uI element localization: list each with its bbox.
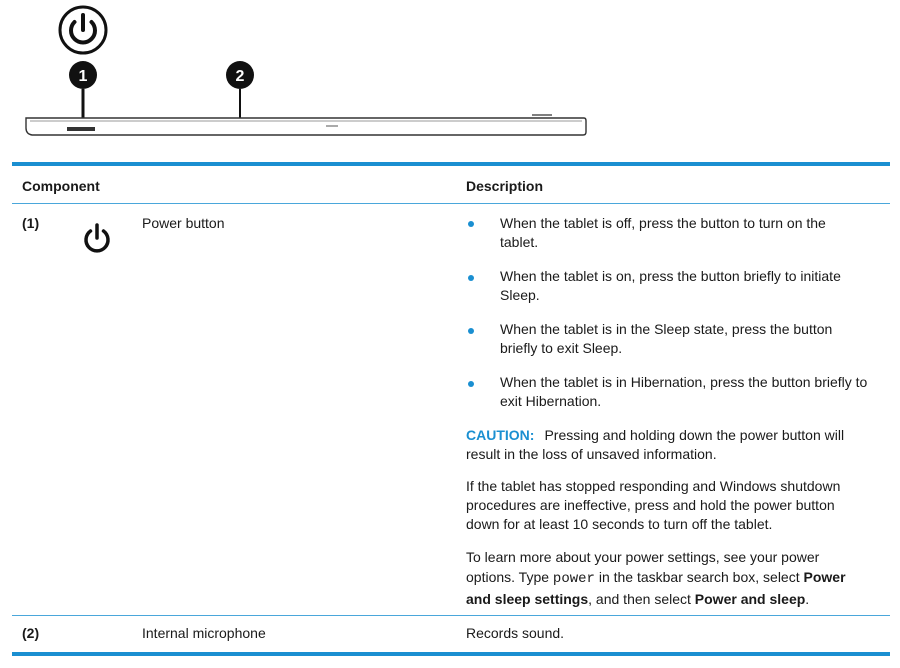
table-bottom-rule bbox=[12, 652, 890, 656]
tablet-edge bbox=[26, 115, 586, 135]
bullet-item: When the tablet is in Hibernation, press the button briefly to exit Hibernation. bbox=[500, 374, 868, 409]
bullet-dot bbox=[468, 381, 474, 387]
header-divider bbox=[12, 203, 890, 204]
caution-text: Pressing and holding down the power button will result in the loss of unsaved information. bbox=[466, 427, 845, 462]
bullet-item: When the tablet is on, press the button briefly to initiate Sleep. bbox=[500, 268, 841, 303]
callout-1 bbox=[69, 61, 97, 126]
tablet-top-edge-illustration bbox=[0, 0, 900, 150]
callout-1-label: 1 bbox=[78, 68, 88, 85]
callout-2-label: 2 bbox=[235, 68, 245, 85]
bullet-dot bbox=[468, 328, 474, 334]
caution-note bbox=[466, 426, 866, 464]
table-top-rule bbox=[12, 162, 890, 166]
row-number: (2) bbox=[22, 625, 40, 641]
bullet-dot bbox=[468, 275, 474, 281]
component-name: Power button bbox=[142, 215, 225, 231]
column-header-component: Component bbox=[22, 178, 100, 194]
learn-text: To learn more about your power settings, see your power options. Type bbox=[466, 549, 820, 585]
setting-name: Power and sleep bbox=[694, 591, 806, 607]
bullet-item: When the tablet is in the Sleep state, press the button briefly to exit Sleep. bbox=[500, 321, 833, 356]
caution-label: CAUTION: bbox=[466, 427, 535, 443]
bullet-item: When the tablet is off, press the button to turn on the tablet. bbox=[500, 215, 826, 250]
learn-text: . bbox=[805, 591, 810, 607]
unresponsive-note: If the tablet has stopped responding and Windows shutdown procedures are ineffective, press and hold the power button down for at least 10 seconds to turn off the tablet. bbox=[466, 478, 841, 532]
learn-more-note bbox=[466, 547, 866, 609]
learn-text: , and then select bbox=[588, 591, 695, 607]
power-icon bbox=[80, 222, 114, 256]
setting-name: Power and sleep settings bbox=[466, 569, 846, 607]
component-description: Records sound. bbox=[466, 625, 565, 641]
power-icon bbox=[60, 7, 106, 53]
bullet-dot bbox=[468, 221, 474, 227]
learn-text: in the taskbar search box, select bbox=[594, 569, 804, 585]
component-name: Internal microphone bbox=[142, 625, 266, 641]
search-term: power bbox=[552, 571, 595, 587]
row-divider bbox=[12, 615, 890, 616]
column-header-description: Description bbox=[466, 178, 544, 194]
row-number: (1) bbox=[22, 215, 40, 231]
